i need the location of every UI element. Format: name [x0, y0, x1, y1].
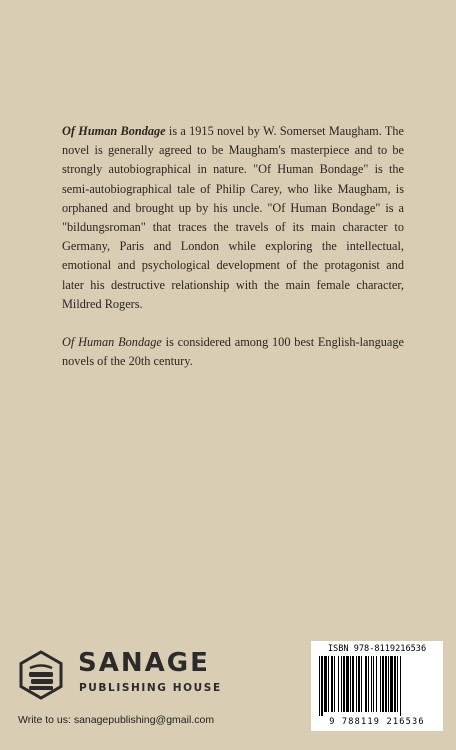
barcode-bar [350, 656, 351, 712]
barcode-bar [380, 656, 381, 712]
barcode-bar [385, 656, 387, 712]
barcode-bar [400, 656, 401, 716]
books-hexagon-icon [18, 650, 64, 700]
barcode-bar [368, 656, 369, 712]
publisher-name: SANAGE [78, 648, 210, 678]
barcode-bar [352, 656, 354, 712]
barcode-bar [376, 656, 377, 712]
barcode-bar [390, 656, 393, 712]
barcode-bar [334, 656, 335, 712]
blurb-paragraph-2-text: is considered among 100 best English-language novels of the 20th century. [62, 335, 404, 369]
barcode-bar [388, 656, 389, 712]
barcode-bar [371, 656, 372, 712]
barcode-digits: 9 788119 216536 [329, 717, 425, 727]
barcode-bar [361, 656, 362, 712]
barcode-bar [346, 656, 349, 712]
isbn-barcode [311, 641, 443, 731]
barcode-bar [397, 656, 398, 712]
book-title-italic: Of Human Bondage [62, 335, 162, 350]
barcode-bar [328, 656, 329, 712]
barcode-bar [382, 656, 384, 712]
barcode-bar [358, 656, 360, 712]
barcode-bar [365, 656, 367, 712]
blurb-paragraph-2 [62, 333, 404, 371]
barcode-bar [331, 656, 333, 712]
barcode-bar [394, 656, 396, 712]
barcode-bar [356, 656, 357, 712]
barcode-bar [324, 656, 327, 712]
back-cover-blurb [62, 122, 404, 390]
publisher-logo [18, 648, 248, 704]
publisher-subtitle: PUBLISHING HOUSE [79, 682, 222, 694]
blurb-paragraph-1-text: is a 1915 novel by W. Somerset Maugham. The novel is generally agreed to be Maugham's masterpiece and to be strongly autobiographical in nature. "Of Human Bondage" is the semi-autobiographical tale of Philip Carey, who like Maugham, is orphaned and brought up by his uncle. "Of Human Bondage" is a "bildungsroman" that traces the travels of its main character to Germany, Paris and London while exploring the intellectual, emotional and psychological development of the protagonist and later his destructive relationship with the main female character, Mildred Rogers. [62, 124, 404, 311]
book-title-emphasis: Of Human Bondage [62, 124, 166, 138]
barcode-bar [321, 656, 323, 716]
barcode-bars [317, 656, 437, 716]
barcode-bar [338, 656, 339, 712]
contact-line: Write to us: sanagepublishing@gmail.com [18, 714, 215, 726]
barcode-bar [319, 656, 320, 716]
barcode-bar [373, 656, 374, 712]
barcode-bar [341, 656, 342, 712]
isbn-label: ISBN 978-8119216536 [327, 644, 427, 654]
barcode-bar [343, 656, 345, 712]
blurb-paragraph-1 [62, 122, 404, 314]
